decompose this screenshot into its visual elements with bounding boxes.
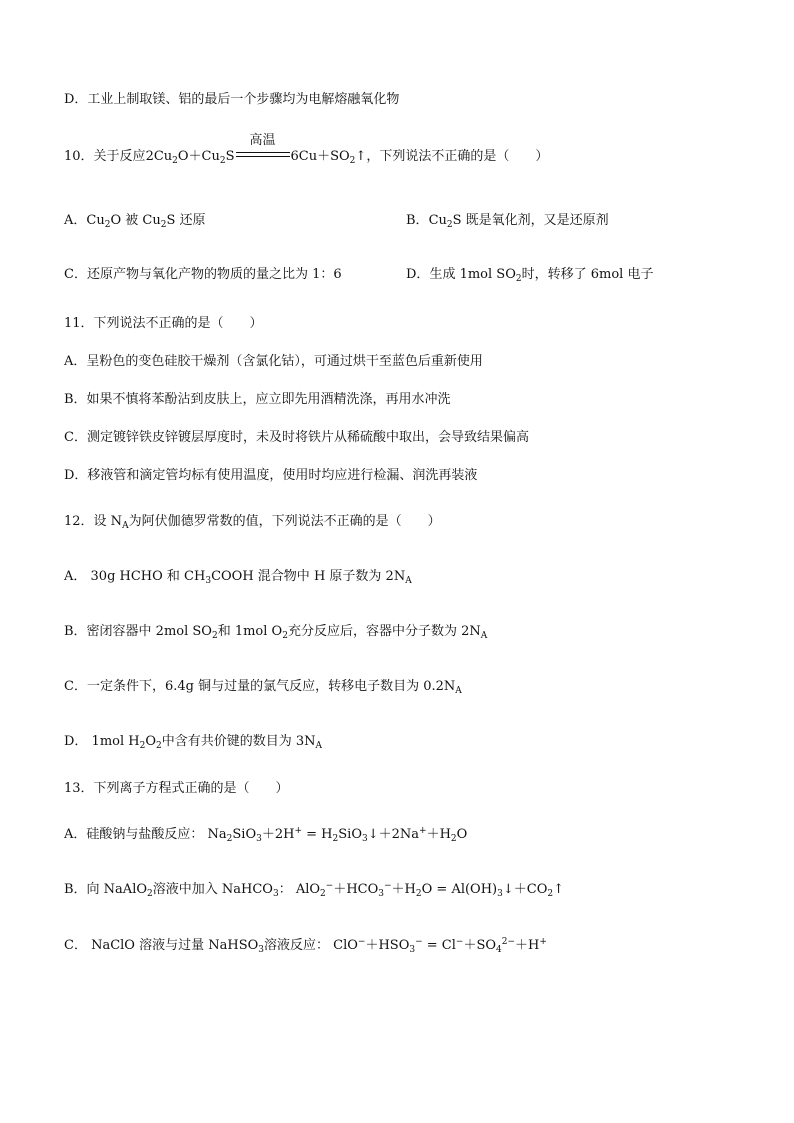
- q11-option-c: C．测定镀锌铁皮锌镀层厚度时，未及时将铁片从稀硫酸中取出，会导致结果偏高: [64, 430, 529, 445]
- q10-option-b: B．$Cu_2S$ 既是氧化剂，又是还原剂: [406, 213, 609, 230]
- q10-number: 10．: [64, 149, 94, 164]
- q12-option-d: D． 1mol $H_2O_2$中含有共价键的数目为 $3N_A$: [64, 734, 323, 751]
- q12-stem: 12．设 $N_A$为阿伏伽德罗常数的值，下列说法不正确的是（ ）: [64, 514, 441, 531]
- q9-option-d: D．工业上制取镁、铝的最后一个步骤均为电解熔融氧化物: [64, 92, 400, 107]
- q12-option-a: A． 30g HCHO 和 $CH_3COOH$ 混合物中 H 原子数为 $2N_A$: [64, 569, 412, 586]
- condition-label: 高温: [249, 133, 276, 148]
- reaction-condition: [236, 133, 290, 161]
- q10-option-d: D．生成 1mol $SO_2$时，转移了 6mol 电子: [406, 267, 654, 284]
- gas-arrow-icon: ↑: [355, 149, 367, 164]
- q13-stem: 13．下列离子方程式正确的是（ ）: [64, 781, 289, 796]
- q11-option-a: A．呈粉色的变色硅胶干燥剂（含氯化钴），可通过烘干至蓝色后重新使用: [64, 354, 483, 369]
- q12-option-c: C．一定条件下，6.4g 铜与过量的氯气反应，转移电子数目为 $0.2N_A$: [64, 679, 462, 696]
- q12-option-b: B．密闭容器中 2mol $SO_2$和 1mol $O_2$充分反应后，容器中分子数为 $2N_A$: [64, 624, 488, 641]
- q13-option-c: C． NaClO 溶液与过量 NaHSO$_3$溶液反应： $ClO^-+HSO_3^- = Cl^-+SO_4^{2-}+H^+$: [64, 937, 547, 955]
- q11-option-d: D．移液管和滴定管均标有使用温度，使用时均应进行检漏、润洗再装液: [64, 468, 478, 483]
- q13-option-b: B．向 NaAlO$_2$溶液中加入 NaHCO$_3$： $AlO_2^-+HCO_3^-+H_2O$ = $Al(OH)_3↓+CO_2↑$: [64, 881, 564, 899]
- equals-bars: [236, 152, 290, 157]
- q11-stem: 11．下列说法不正确的是（ ）: [64, 316, 263, 331]
- q13-option-a: A．硅酸钠与盐酸反应： $Na_2SiO_3+2H^+$ = $H_2SiO_3↓+2Na^++H_2O$: [64, 826, 468, 844]
- q11-option-b: B．如果不慎将苯酚沾到皮肤上，应立即先用酒精洗涤，再用水冲洗: [64, 392, 451, 407]
- q10-option-a: A．$Cu_2O$ 被 $Cu_2S$ 还原: [64, 213, 206, 230]
- q10-stem: 10．关于反应$2Cu_2O+Cu_2S$ 高温 $6Cu+SO_2↑$，下列说法不正确的是（ ）: [64, 133, 549, 166]
- q10-option-c: C．还原产物与氧化产物的物质的量之比为 1：6: [64, 267, 342, 282]
